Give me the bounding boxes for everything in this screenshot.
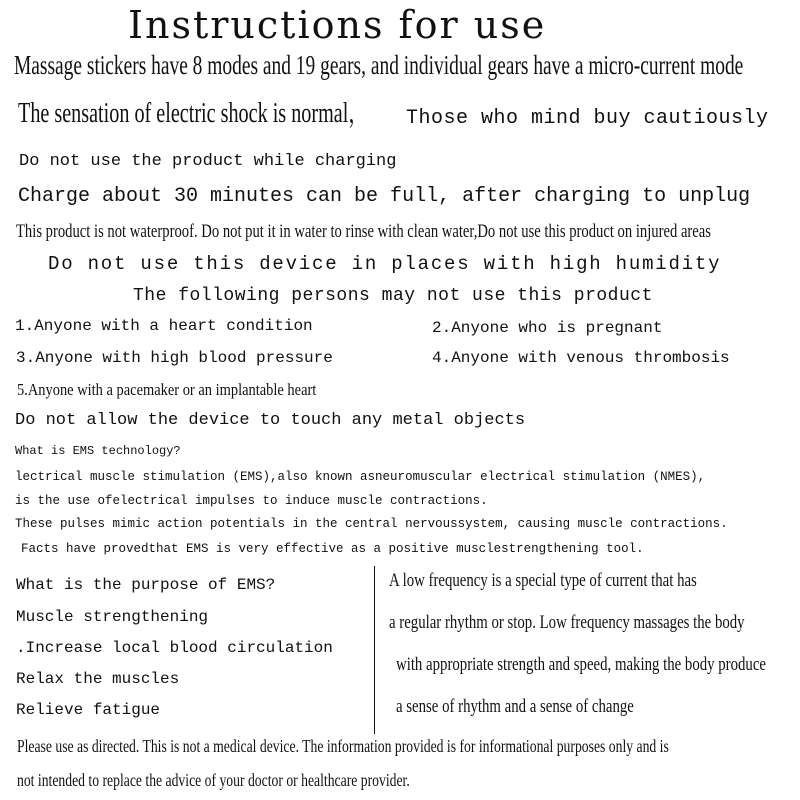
ems-line: These pulses mimic action potentials in the central nervoussystem, causing muscle contractions. [15,517,728,531]
metal-warning-text: Do not allow the device to touch any metal objects [15,411,526,430]
purpose-heading: What is the purpose of EMS? [16,576,276,594]
modes-text: Massage stickers have 8 modes and 19 gears, and individual gears have a micro-current mode [14,50,744,80]
ems-line: lectrical muscle stimulation (EMS),also known asneuromuscular electrical stimulation (NMES), [15,470,706,484]
low-frequency-line: A low frequency is a special type of current that has [389,570,697,591]
ems-question: What is EMS technology? [15,444,181,458]
disclaimer-line: not intended to replace the advice of your doctor or healthcare provider. [17,770,410,790]
disclaimer-line: Please use as directed. This is not a medical device. The information provided is for informational purposes only and is [17,736,669,756]
ems-line: Facts have provedthat EMS is very effective as a positive musclestrengthening tool. [21,542,644,556]
contraindication-item: 3.Anyone with high blood pressure [16,349,333,367]
waterproof-text: This product is not waterproof. Do not put it in water to rinse with clean water,Do not use this product on injured areas [16,221,711,242]
low-frequency-line: a regular rhythm or stop. Low frequency massages the body [389,612,745,633]
contraindication-item: 1.Anyone with a heart condition [15,317,313,335]
contraindication-item: 2.Anyone who is pregnant [432,319,663,337]
low-frequency-line: with appropriate strength and speed, making the body produce [396,654,766,675]
contraindications-heading: The following persons may not use this product [133,286,653,306]
contraindication-item: 5.Anyone with a pacemaker or an implantable heart [17,380,317,399]
ems-line: is the use ofelectrical impulses to induce muscle contractions. [15,494,488,508]
contraindication-item: 4.Anyone with venous thrombosis [432,349,730,367]
page-title: Instructions for use [128,3,547,47]
humidity-text: Do not use this device in places with high humidity [48,253,722,275]
charge-time-text: Charge about 30 minutes can be full, after charging to unplug [18,185,751,208]
column-divider [374,566,375,734]
purpose-item: Relieve fatigue [16,701,161,719]
purpose-item: Muscle strengthening [16,608,209,626]
purpose-item: Relax the muscles [16,670,180,688]
purpose-item: .Increase local blood circulation [16,639,333,657]
charging-use-text: Do not use the product while charging [19,152,397,171]
sensation-text: The sensation of electric shock is normal， [18,98,369,129]
low-frequency-line: a sense of rhythm and a sense of change [396,696,634,717]
caution-text: Those who mind buy cautiously [406,107,769,130]
